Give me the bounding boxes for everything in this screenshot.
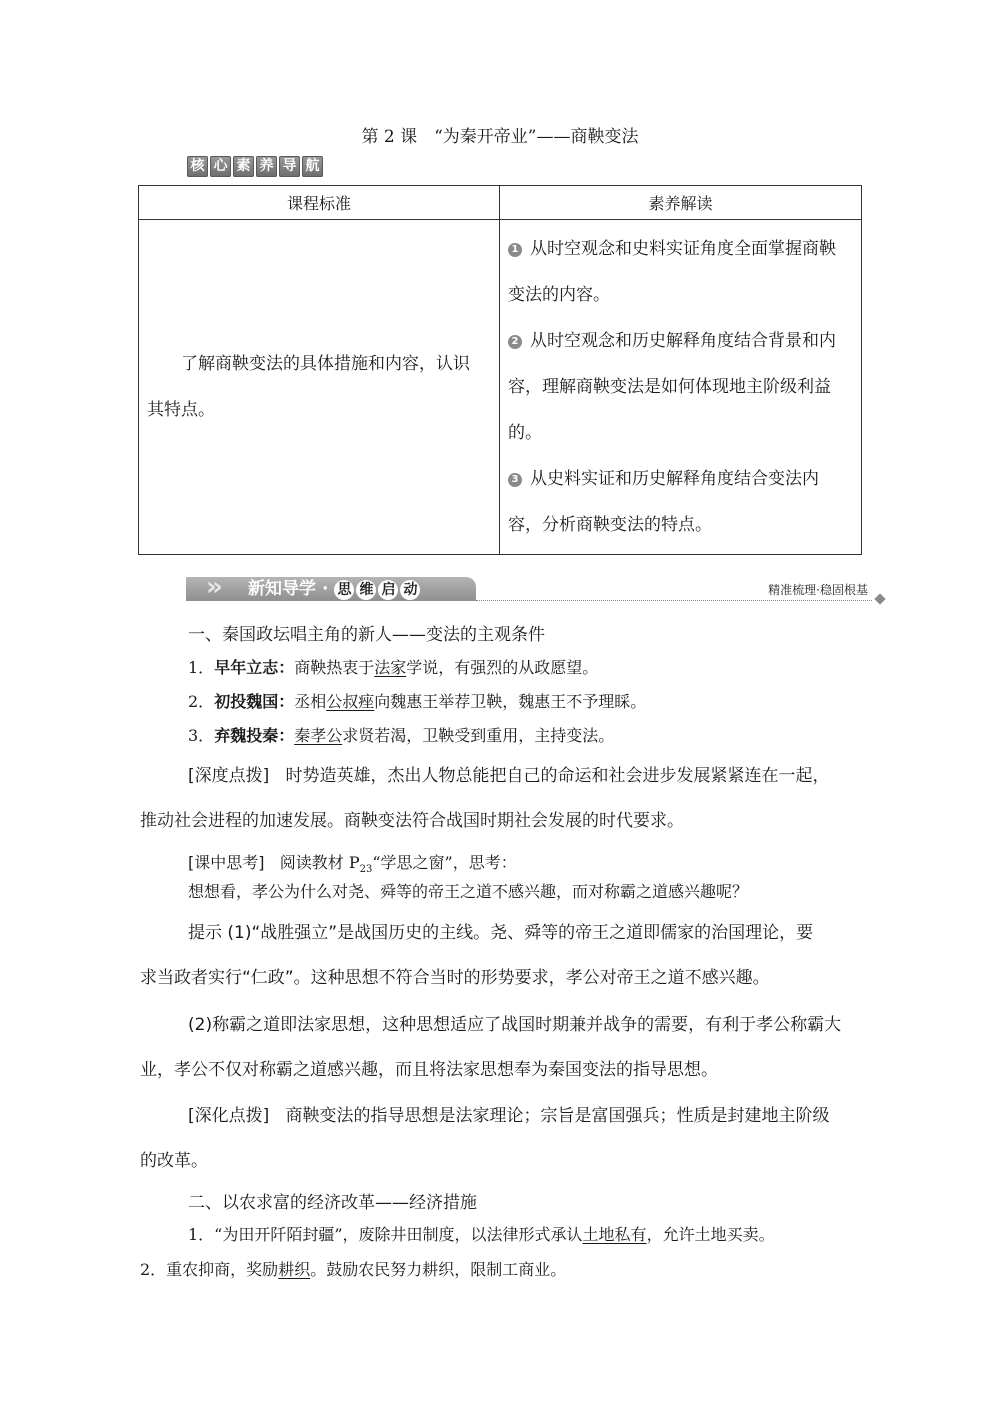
- lesson-title: 第 2 课 “为秦开帝业”——商鞅变法: [361, 127, 639, 147]
- depth-tag: [深度点拨]: [188, 766, 270, 786]
- literacy-text: 从时空观念和历史解释角度结合背景和内: [530, 331, 836, 351]
- section2-heading: 二、以农求富的经济改革——经济措施: [188, 1193, 477, 1213]
- hint-label: 提示: [188, 923, 222, 943]
- banner-circle-char: 思: [334, 580, 354, 600]
- table-row: [139, 220, 862, 555]
- banner-dot: ·: [322, 579, 329, 599]
- underlined-keyword: 土地私有: [582, 1225, 647, 1244]
- item-text: 学说，有强烈的从政愿望。: [406, 658, 599, 677]
- list-item: [188, 1222, 775, 1245]
- hint-text: 求当政者实行“仁政”。这种思想不符合当时的形势要求，孝公对帝王之道不感兴趣。: [140, 968, 770, 988]
- depth-text: 推动社会进程的加速发展。商鞅变法符合战国时期社会发展的时代要求。: [140, 811, 684, 831]
- literacy-text: 从时空观念和史料实证角度全面掌握商鞅: [530, 239, 836, 259]
- item-text: 求贤若渴，卫鞅受到重用，主持变法。: [342, 726, 615, 745]
- item-number: 1．: [188, 658, 215, 677]
- item-text: ，允许土地买卖。: [646, 1225, 775, 1244]
- badge-char: 素: [233, 156, 254, 177]
- banner-circle-char: 动: [400, 580, 420, 600]
- item-text: 。鼓励农民努力耕织，限制工商业。: [310, 1260, 567, 1279]
- hint-paragraph: [188, 918, 813, 943]
- standard-text: 其特点。: [147, 400, 215, 420]
- badge-char: 养: [256, 156, 277, 177]
- item-label: 早年立志：: [214, 658, 295, 677]
- standard-text: 了解商鞅变法的具体措施和内容，认识: [181, 354, 470, 374]
- think-prompt: [188, 850, 517, 875]
- question-text: 想想看，孝公为什么对尧、舜等的帝王之道不感兴趣，而对称霸之道感兴趣呢？: [188, 882, 749, 901]
- banner-circle-char: 启: [378, 580, 398, 600]
- literacy-text: 从史料实证和历史解释角度结合变法内: [530, 469, 819, 489]
- literacy-text: 变法的内容。: [508, 285, 610, 305]
- item-number: 2．: [188, 692, 215, 711]
- depth-note: [188, 761, 829, 786]
- page-subscript: 23: [359, 864, 373, 876]
- banner-circle-char: 维: [356, 580, 376, 600]
- think-text: 阅读教材 P: [279, 853, 360, 872]
- item-label: 初投魏国：: [214, 692, 295, 711]
- number-3-icon: 3: [508, 473, 522, 487]
- underlined-keyword: 法家: [374, 658, 407, 677]
- item-label: 弃魏投秦：: [214, 726, 295, 745]
- table-header-row: [139, 186, 862, 220]
- literacy-item: [508, 318, 853, 364]
- number-1-icon: 1: [508, 243, 522, 257]
- think-tag: [课中思考]: [188, 853, 265, 872]
- literacy-text: 容，分析商鞅变法的特点。: [508, 515, 712, 535]
- underlined-keyword: 秦孝公: [294, 726, 343, 745]
- header-literacy-interpretation: 素养解读: [500, 186, 862, 220]
- item-text: 丞相: [294, 692, 327, 711]
- banner-title-left: 新知导学: [248, 579, 316, 599]
- underlined-keyword: 耕织: [278, 1260, 311, 1279]
- hint-text: (2)称霸之道即法家思想，这种思想适应了战国时期兼并战争的需要，有利于孝公称霸大: [188, 1015, 842, 1035]
- deepen-tag: [深化点拨]: [188, 1106, 270, 1126]
- item-number: 3．: [188, 726, 215, 745]
- dotted-divider: [476, 600, 872, 601]
- list-item: [188, 723, 614, 746]
- list-item: [188, 689, 646, 712]
- badge-char: 导: [279, 156, 300, 177]
- deepen-note: [188, 1101, 829, 1126]
- curriculum-standard-cell: [139, 220, 500, 555]
- badge-char: 航: [302, 156, 323, 177]
- header-curriculum-standard: 课程标准: [139, 186, 500, 220]
- hint-text: (1)“战胜强立”是战国历史的主线。尧、舜等的帝王之道即儒家的治国理论，要: [222, 923, 814, 943]
- literacy-text: 容，理解商鞅变法是如何体现地主阶级利益: [508, 377, 831, 397]
- badge-char: 心: [210, 156, 231, 177]
- hint-text: 业，孝公不仅对称霸之道感兴趣，而且将法家思想奉为秦国变法的指导思想。: [140, 1060, 718, 1080]
- list-item: [140, 1257, 566, 1280]
- section1-heading: 一、秦国政坛唱主角的新人——变法的主观条件: [188, 625, 545, 645]
- section-banner: [186, 572, 886, 603]
- banner-subtitle: 精准梳理·稳固根基: [768, 583, 868, 597]
- badge-char: 核: [187, 156, 208, 177]
- list-item: [188, 655, 598, 678]
- item-text: 商鞅热衷于: [294, 658, 375, 677]
- diamond-icon: [874, 593, 885, 604]
- literacy-cell: [500, 220, 862, 555]
- banner-title: [248, 578, 422, 600]
- item-text: 2．重农抑商，奖励: [140, 1260, 279, 1279]
- item-text: 向魏惠王举荐卫鞅，魏惠王不予理睬。: [374, 692, 647, 711]
- literacy-item: [508, 226, 853, 272]
- literacy-text: 的。: [508, 423, 542, 443]
- curriculum-table: [138, 185, 862, 555]
- core-literacy-nav-badge: [187, 156, 323, 177]
- deepen-text: 商鞅变法的指导思想是法家理论；宗旨是富国强兵；性质是封建地主阶级: [285, 1106, 830, 1126]
- number-2-icon: 2: [508, 335, 522, 349]
- depth-text: 时势造英雄，杰出人物总能把自己的命运和社会进步发展紧紧连在一起，: [285, 766, 830, 786]
- literacy-item: [508, 456, 853, 502]
- underlined-keyword: 公叔痤: [326, 692, 375, 711]
- deepen-text: 的改革。: [140, 1151, 208, 1171]
- double-chevron-icon: »: [206, 572, 215, 602]
- item-text: 1．“为田开阡陌封疆”，废除井田制度，以法律形式承认: [188, 1225, 583, 1244]
- think-text: “学思之窗”，思考：: [372, 853, 517, 872]
